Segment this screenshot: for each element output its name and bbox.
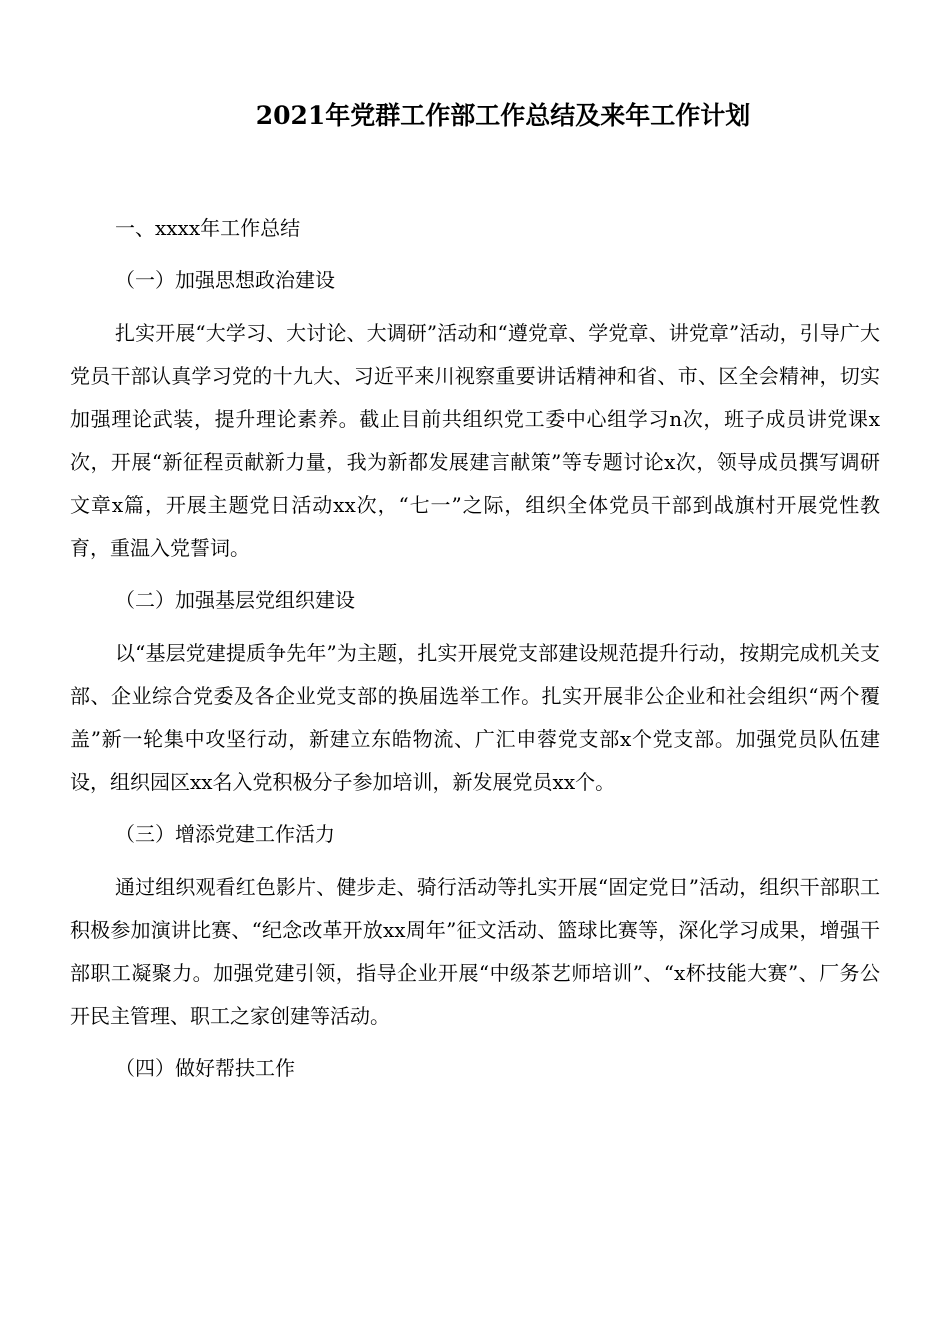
section-heading-annual-summary: 一、xxxx年工作总结 <box>115 216 301 240</box>
paragraph-grassroots: 以“基层党建提质争先年”为主题，扎实开展党支部建设规范提升行动，按期完成机关支部、企业综合党委及各企业党支部的换届选举工作。扎实开展非公企业和社会组织“两个覆盖”新一轮集中攻坚行动，新建立东皓物流、广汇申蓉党支部x个党支部。加强党员队伍建设，组织园区xx名入党积极分子参加培训，新发展党员xx个。 <box>70 641 880 794</box>
subsection-heading-grassroots: （二）加强基层党组织建设 <box>115 588 355 612</box>
subsection-heading-ideological: （一）加强思想政治建设 <box>115 268 335 292</box>
document-body <box>70 208 880 1100</box>
document-title: 2021年党群工作部工作总结及来年工作计划 <box>255 101 751 130</box>
subsection-heading-vitality: （三）增添党建工作活力 <box>115 822 335 846</box>
paragraph-vitality: 通过组织观看红色影片、健步走、骑行活动等扎实开展“固定党日”活动，组织干部职工积极参加演讲比赛、“纪念改革开放xx周年”征文活动、篮球比赛等，深化学习成果，增强干部职工凝聚力。加强党建引领，指导企业开展“中级茶艺师培训”、“x杯技能大赛”、厂务公开民主管理、职工之家创建等活动。 <box>70 875 880 1028</box>
paragraph-ideological: 扎实开展“大学习、大讨论、大调研”活动和“遵党章、学党章、讲党章”活动，引导广大党员干部认真学习党的十九大、习近平来川视察重要讲话精神和省、市、区全会精神，切实加强理论武装，提升理论素养。截止目前共组织党工委中心组学习n次，班子成员讲党课x次，开展“新征程贡献新力量，我为新都发展建言献策”等专题讨论x次，领导成员撰写调研文章x篇，开展主题党日活动xx次，“七一”之际，组织全体党员干部到战旗村开展党性教育，重温入党誓词。 <box>70 321 880 560</box>
subsection-heading-assistance: （四）做好帮扶工作 <box>115 1056 295 1080</box>
